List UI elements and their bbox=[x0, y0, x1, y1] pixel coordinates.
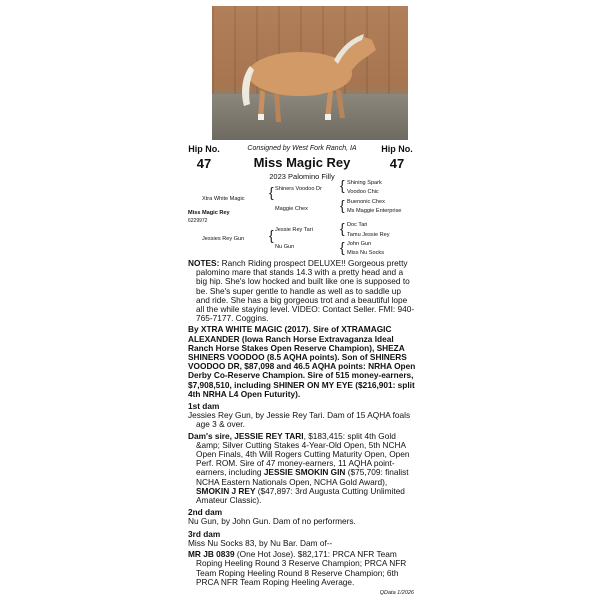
pedigree-sire-dam: Maggie Chex bbox=[275, 206, 308, 212]
hip-number: 47 bbox=[389, 156, 405, 171]
second-dam-text: Nu Gun, by John Gun. Dam of no performers. bbox=[188, 516, 356, 527]
pedigree-chart bbox=[188, 177, 416, 258]
dams-sire-text3: ($47,897: 3rd Augusta Cutting Unlimited Amateur Classic). bbox=[196, 485, 405, 506]
pedigree-sire-dam-sire: Buenonic Chex bbox=[347, 199, 385, 205]
hip-label: Hip No. bbox=[188, 144, 220, 154]
pedigree-dam: Jessies Rey Gun bbox=[202, 236, 245, 242]
pedigree-sire-dam-dam: Ms Maggie Enterprise bbox=[347, 208, 402, 214]
notes-text: Ranch Riding prospect DELUXE!! Gorgeous pretty palomino mare that stands 14.3 with a pretty head and a big hip. She's low hocked and built like one is supposed to be. She's super gentle to handle as well as to saddle up and ride. She has a big gorgeous trot and a beautiful lope all the while staying level. VIDEO: Contact Seller. FMI: 940-765-7177. Coggins. bbox=[196, 258, 415, 324]
bracket-icon: { bbox=[269, 184, 274, 200]
produce-name: MR JB 0839 bbox=[188, 549, 235, 560]
horse-silhouette-icon bbox=[212, 6, 408, 140]
pedigree-subject: Miss Magic Rey bbox=[188, 210, 230, 216]
catalog-body bbox=[188, 259, 416, 589]
hip-number: 47 bbox=[196, 156, 212, 171]
hip-number-right bbox=[380, 144, 414, 171]
pedigree-dam-dam-dam: Miss Nu Socks bbox=[347, 250, 384, 256]
pedigree-sire-sire-dam: Voodoo Chic bbox=[347, 189, 379, 195]
pedigree-sire-sire-sire: Shining Spark bbox=[347, 180, 382, 186]
catalog-page bbox=[188, 4, 416, 596]
horse-photo bbox=[212, 6, 408, 140]
horse-name: Miss Magic Rey bbox=[253, 155, 351, 170]
second-dam-heading: 2nd dam bbox=[188, 507, 223, 518]
dams-sire-bold1: JESSIE SMOKIN GIN bbox=[263, 467, 346, 478]
pedigree-dam-sire-sire: Doc Tari bbox=[347, 222, 368, 228]
dams-sire-paragraph bbox=[188, 432, 416, 506]
third-dam-text: Miss Nu Socks 83, by Nu Bar. Dam of-- bbox=[188, 537, 333, 548]
produce-detail: (One Hot Jose). $82,171: PRCA NFR Team Roping Heeling Round 3 Reserve Champion; PRCA NFR Team Roping Heeling Round 8 Reserve Champion; 6th PRCA NFR Team Roping Heeling Average. bbox=[196, 549, 407, 587]
bracket-icon: { bbox=[340, 239, 345, 255]
pedigree-dam-dam: Nu Gun bbox=[275, 244, 295, 250]
dams-sire-text1: , $183,415: split 4th Gold &amp; Silver Cutting Stakes 4-Year-Old Open, 5th NCHA Open Finals, 4th Will Rogers Cutting Maturity Open, Open Perf. ROM. Sire of 47 money-earners, 11 AQHA point-earners, including bbox=[196, 430, 410, 478]
third-dam-produce bbox=[188, 550, 416, 587]
pedigree-dam-sire-dam: Tamu Jessie Rey bbox=[347, 232, 390, 238]
hip-label: Hip No. bbox=[381, 144, 413, 154]
dams-sire-label: Dam's sire, JESSIE REY TARI bbox=[188, 430, 304, 441]
bracket-icon: { bbox=[340, 197, 345, 213]
registration-number: 6229972 bbox=[188, 218, 208, 224]
data-footer: QData 1/2026 bbox=[379, 590, 414, 596]
bracket-icon: { bbox=[269, 227, 274, 243]
first-dam-text: Jessies Rey Gun, by Jessie Rey Tari. Dam of 15 AQHA foals age 3 & over. bbox=[188, 410, 411, 430]
notes-paragraph bbox=[188, 259, 416, 323]
first-dam-heading: 1st dam bbox=[188, 401, 220, 412]
pedigree-dam-dam-sire: John Gun bbox=[347, 241, 372, 247]
bracket-icon: { bbox=[340, 220, 345, 236]
third-dam-heading: 3rd dam bbox=[188, 528, 221, 539]
pedigree-sire: Xtra White Magic bbox=[202, 196, 245, 202]
notes-label: NOTES: bbox=[188, 258, 220, 268]
bracket-icon: { bbox=[340, 177, 345, 193]
dams-sire-text2: ($75,709: finalist NCHA Eastern Nationals Open, NCHA Gold Award), bbox=[196, 467, 409, 487]
dams-sire-bold2: SMOKIN J REY bbox=[196, 485, 256, 496]
horse-description: 2023 Palomino Filly bbox=[269, 172, 335, 181]
sire-paragraph: By XTRA WHITE MAGIC (2017). Sire of XTRAMAGIC ALEXANDER (Iowa Ranch Horse Extravaganza Ideal Ranch Horse Stakes Open Reserve Champion), SHEZA SHINERS VOODOO (8.5 AQHA points). Son of SHINERS VOODOO DR, $87,098 and 46.5 AQHA points: NRHA Open Derby Co-Reserve Champion. Sire of 515 money-earners, $7,908,510, including SHINER ON MY EYE ($216,901: split 4th NRHA L4 Open Futurity). bbox=[188, 324, 416, 399]
consignor: Consigned by West Fork Ranch, IA bbox=[247, 145, 357, 152]
pedigree-dam-sire: Jessie Rey Tari bbox=[275, 227, 313, 233]
pedigree-sire-sire: Shiners Voodoo Dr bbox=[275, 186, 322, 192]
hip-number-left bbox=[188, 144, 220, 171]
